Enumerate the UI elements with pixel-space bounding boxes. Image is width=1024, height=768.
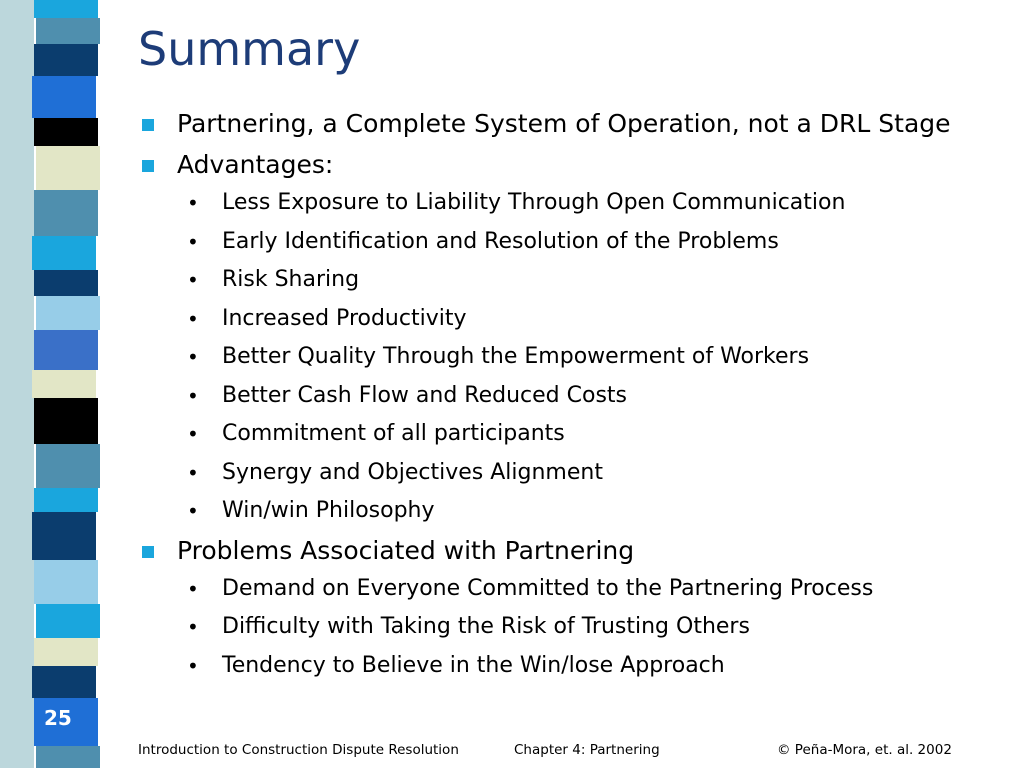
- sub-bullet-text: Less Exposure to Liability Through Open Communication: [222, 190, 846, 215]
- stripe-band: [32, 512, 96, 560]
- sub-bullet-item: [140, 570, 1000, 609]
- bullet-item: [140, 149, 1000, 180]
- footer-chapter: Chapter 4: Partnering: [514, 742, 660, 758]
- stripe-band: [34, 398, 98, 444]
- dot-bullet-icon: •: [187, 268, 199, 292]
- stripe-ribbon: [34, 0, 100, 768]
- sub-bullet-item: [140, 608, 1000, 647]
- sub-bullet-text: Better Quality Through the Empowerment of Workers: [222, 344, 810, 369]
- stripe-band: [34, 638, 98, 666]
- stripe-band: [32, 370, 96, 398]
- stripe-band: [32, 666, 96, 698]
- sub-bullet-text: Difficulty with Taking the Risk of Trusting Others: [222, 614, 750, 639]
- stripe-band: [36, 604, 100, 638]
- stripe-band: [34, 190, 98, 236]
- stripe-band: [36, 146, 100, 190]
- sub-bullet-text: Risk Sharing: [222, 267, 360, 292]
- dot-bullet-icon: •: [187, 422, 199, 446]
- stripe-band: [32, 76, 96, 118]
- sub-bullet-item: [140, 261, 1000, 300]
- stripe-band: [34, 270, 98, 296]
- sub-bullet-text: Better Cash Flow and Reduced Costs: [222, 382, 627, 408]
- dot-bullet-icon: •: [187, 499, 199, 523]
- sub-bullet-item: [140, 454, 1000, 493]
- footer-course: Introduction to Construction Dispute Resolution: [138, 742, 459, 758]
- footer-copyright: © Peña-Mora, et. al. 2002: [777, 742, 952, 758]
- decorative-stripe-strip: [0, 0, 118, 768]
- slide-title: Summary: [138, 22, 361, 76]
- sub-bullet-text: Synergy and Objectives Alignment: [222, 459, 603, 485]
- stripe-background: [0, 0, 34, 768]
- stripe-band: [34, 44, 98, 76]
- stripe-band: [34, 0, 98, 18]
- sub-bullet-item: [140, 300, 1000, 339]
- stripe-band: [36, 296, 100, 330]
- bullet-text: Advantages:: [177, 150, 334, 179]
- dot-bullet-icon: •: [187, 615, 199, 639]
- square-bullet-icon: [142, 119, 154, 131]
- dot-bullet-icon: •: [187, 576, 199, 601]
- stripe-band: [34, 488, 98, 512]
- sub-bullet-text: Commitment of all participants: [222, 421, 565, 446]
- stripe-band: [36, 444, 100, 488]
- slide-page-number: 25: [44, 706, 72, 730]
- slide-content: [140, 108, 1000, 685]
- dot-bullet-icon: •: [187, 345, 199, 369]
- dot-bullet-icon: •: [187, 306, 199, 331]
- bullet-item: [140, 108, 1000, 139]
- slide-footer: [0, 742, 1024, 760]
- sub-bullet-item: [140, 223, 1000, 262]
- square-bullet-icon: [142, 160, 154, 172]
- sub-bullet-item: [140, 184, 1000, 223]
- sub-bullet-text: Win/win Philosophy: [222, 498, 435, 523]
- stripe-band: [36, 18, 100, 44]
- dot-bullet-icon: •: [187, 383, 199, 408]
- sub-bullet-item: [140, 492, 1000, 531]
- sub-bullet-text: Early Identification and Resolution of the Problems: [222, 228, 779, 254]
- dot-bullet-icon: •: [187, 229, 199, 254]
- sub-bullet-item: [140, 338, 1000, 377]
- bullet-text: Problems Associated with Partnering: [177, 535, 635, 565]
- square-bullet-icon: [142, 546, 154, 558]
- sub-bullet-item: [140, 415, 1000, 454]
- stripe-band: [32, 236, 96, 270]
- dot-bullet-icon: •: [187, 191, 199, 215]
- sub-bullet-item: [140, 647, 1000, 686]
- sub-bullet-text: Demand on Everyone Committed to the Partnering Process: [222, 575, 874, 601]
- stripe-band: [34, 118, 98, 146]
- sub-bullet-item: [140, 377, 1000, 416]
- stripe-band: [34, 330, 98, 370]
- dot-bullet-icon: •: [187, 653, 199, 678]
- stripe-band: [34, 560, 98, 604]
- sub-bullet-text: Tendency to Believe in the Win/lose Approach: [222, 652, 725, 678]
- dot-bullet-icon: •: [187, 460, 199, 485]
- bullet-text: Partnering, a Complete System of Operation, not a DRL Stage: [177, 109, 951, 138]
- bullet-item: [140, 535, 1000, 566]
- sub-bullet-text: Increased Productivity: [222, 305, 467, 331]
